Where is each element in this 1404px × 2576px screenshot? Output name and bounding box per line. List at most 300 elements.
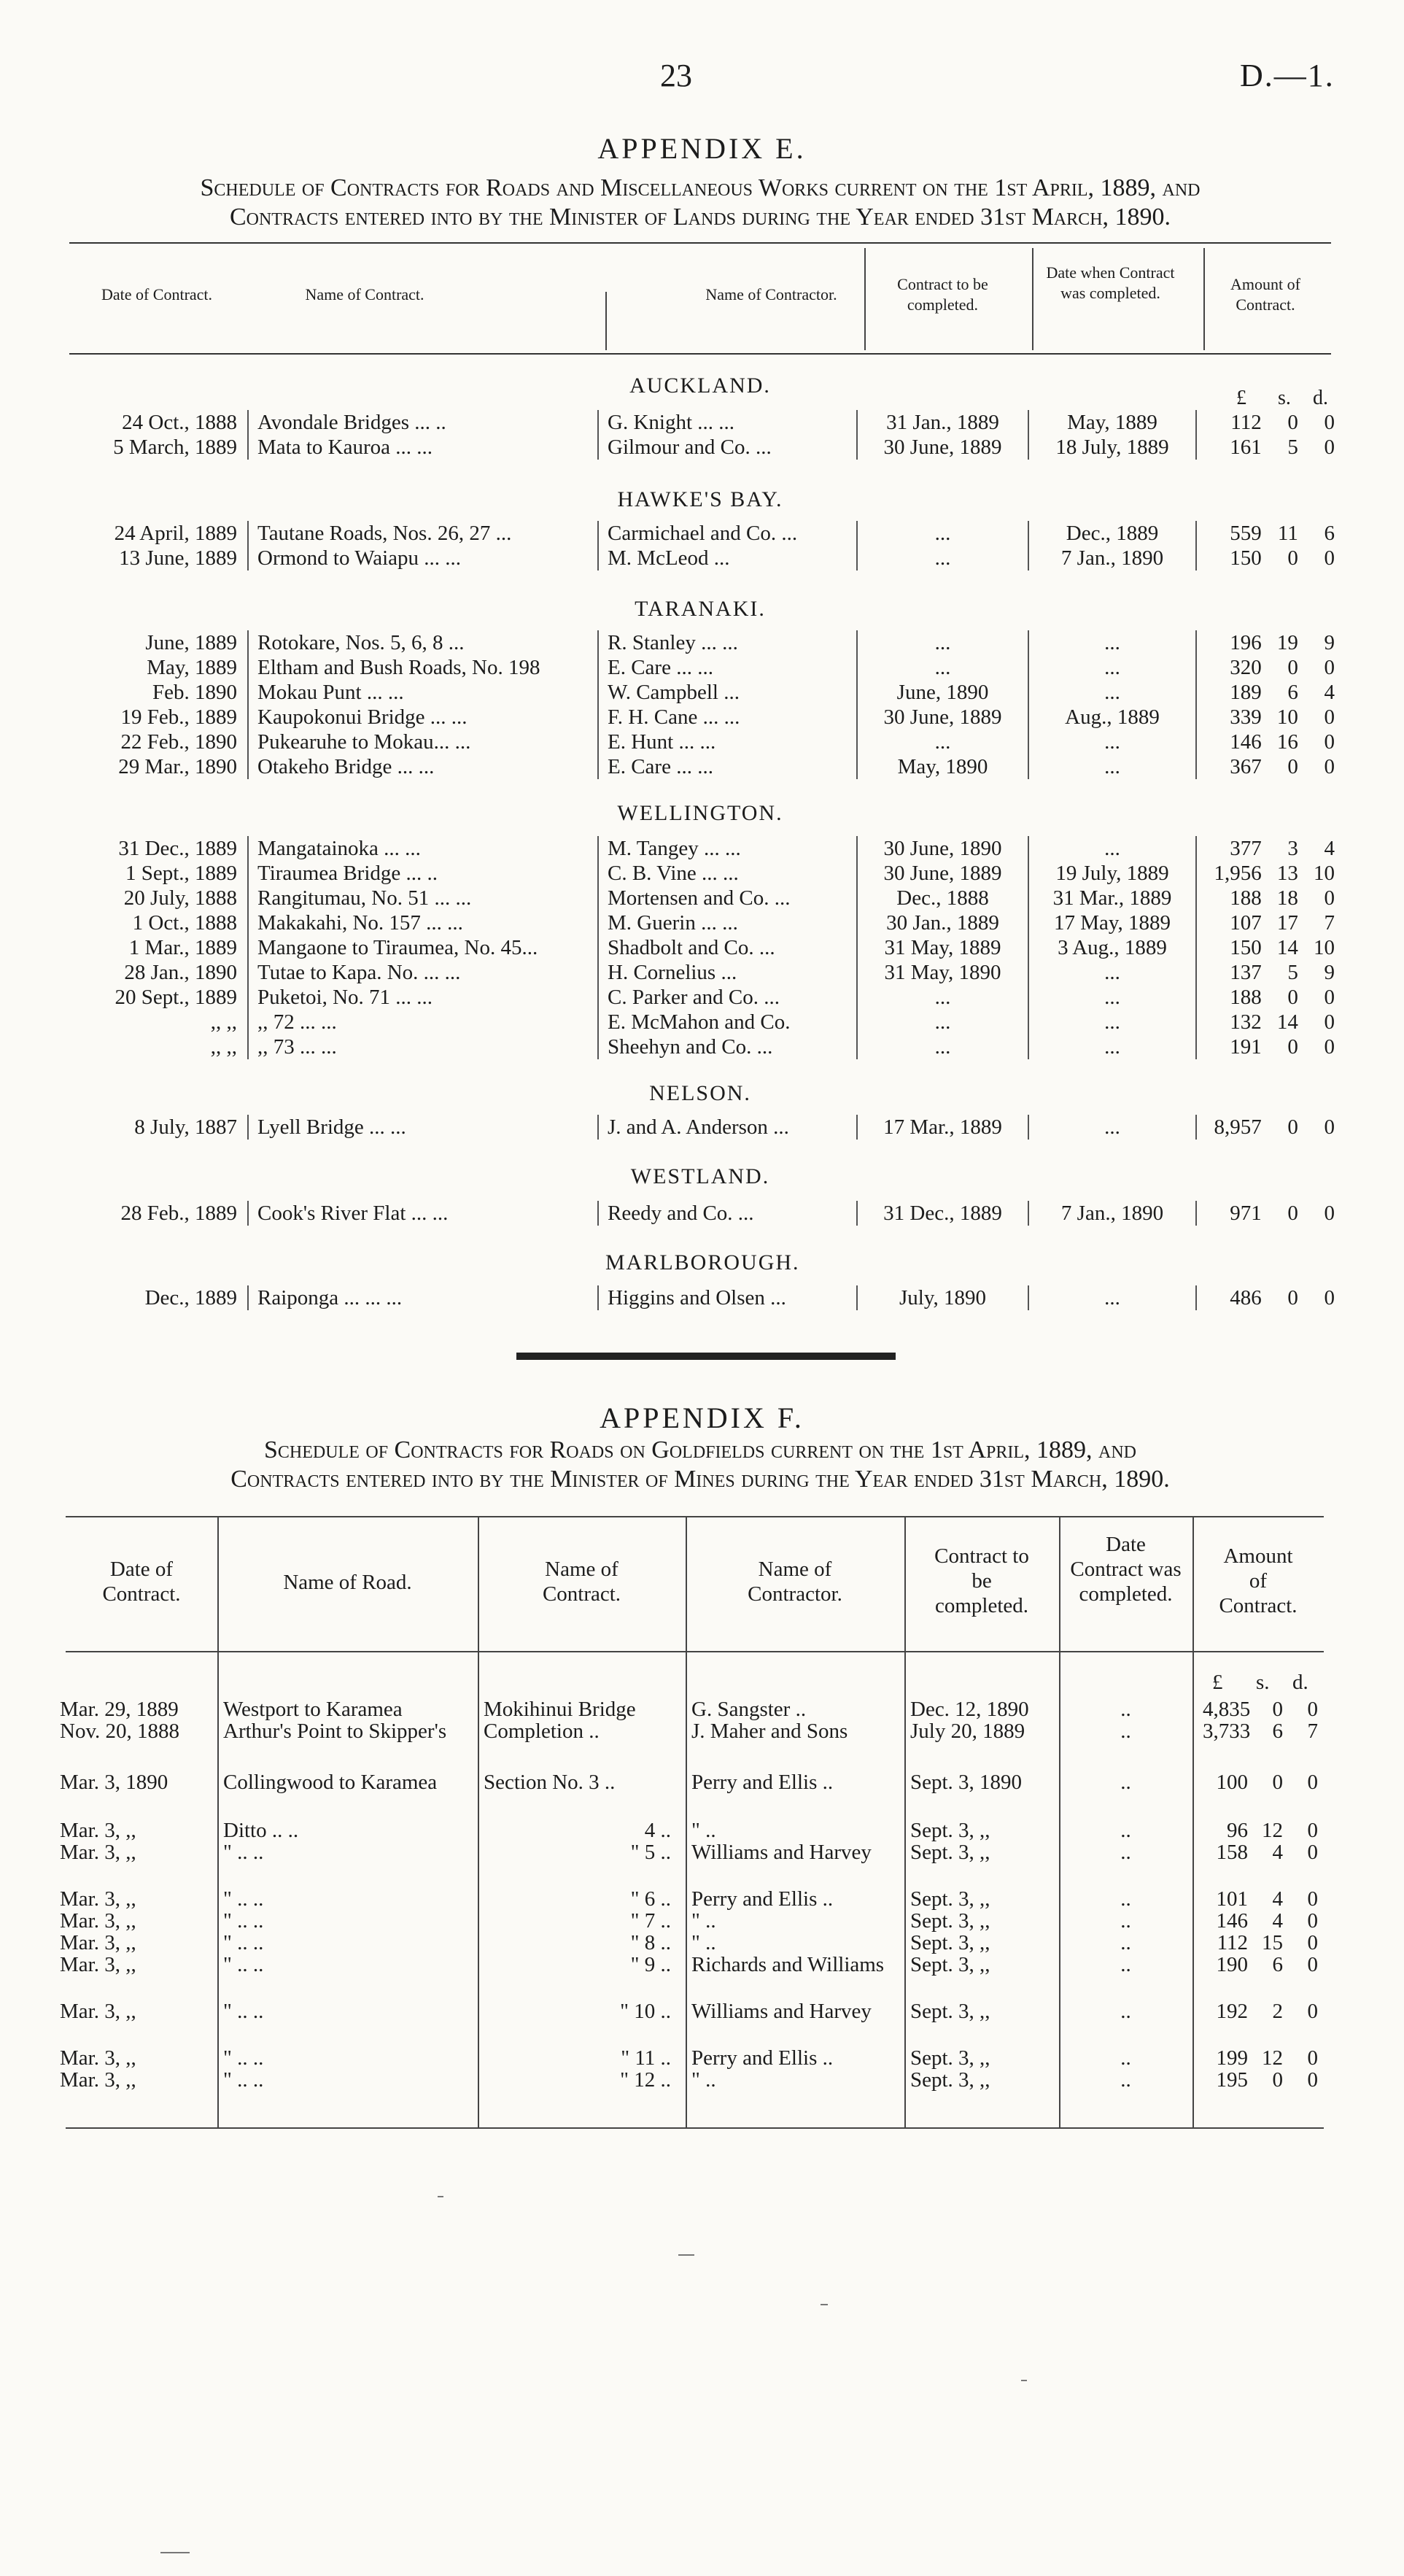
completion-date: .. — [1120, 1720, 1131, 1743]
table-row — [60, 1771, 1318, 1819]
amount-shillings: 0 — [1272, 1771, 1283, 1794]
amount-pence: 0 — [1324, 1010, 1335, 1034]
amount-pence: 0 — [1324, 546, 1335, 570]
completion-due: 30 June, 1889 — [857, 435, 1028, 460]
completion-due: ... — [857, 1034, 1028, 1059]
completion-due: 30 June, 1889 — [857, 705, 1028, 730]
amount-pence: 0 — [1324, 656, 1335, 679]
contract-amount — [1196, 960, 1335, 985]
completion-date: ... — [1028, 1285, 1196, 1310]
amount-shillings: 12 — [1262, 2047, 1283, 2069]
amount-pounds: 158 — [1216, 1841, 1248, 1864]
completion-date: ... — [1028, 630, 1196, 655]
completion-due: July 20, 1889 — [910, 1720, 1025, 1743]
contractor-name: " .. — [691, 1932, 716, 1954]
contractor-name: J. and A. Anderson ... — [598, 1115, 857, 1140]
completion-date: ... — [1028, 754, 1196, 779]
amount-shillings: 6 — [1272, 1720, 1283, 1743]
table-row — [60, 1720, 1318, 1771]
contractor-name: Perry and Ellis .. — [691, 1888, 834, 1910]
amount-pounds: 112 — [1217, 1932, 1248, 1954]
contract-date: 28 Jan., 1890 — [124, 961, 237, 984]
contract-name: Ormond to Waiapu ... ... — [248, 546, 598, 570]
contract-name: Rotokare, Nos. 5, 6, 8 ... — [248, 630, 598, 655]
contract-amount — [1192, 1954, 1318, 2000]
amount-pence: 0 — [1307, 1932, 1318, 1954]
appendix-e-schedule-line-1: Schedule of Contracts for Roads and Miscellaneous Works current on the 1st April, 1889, and — [200, 174, 1201, 201]
completion-date: ... — [1028, 960, 1196, 985]
table-row — [60, 1954, 1318, 2000]
completion-due: ... — [857, 630, 1028, 655]
contractor-name: Sheehyn and Co. ... — [598, 1034, 857, 1059]
region-heading-marlborough: MARLBOROUGH. — [605, 1250, 800, 1275]
contractor-name: J. Maher and Sons — [691, 1720, 848, 1743]
road-name: Ditto .. .. — [223, 1819, 299, 1841]
amount-shillings: 0 — [1287, 1286, 1298, 1310]
contract-date: Mar. 3, ,, — [60, 1841, 136, 1864]
contract-name: Pukearuhe to Mokau... ... — [248, 730, 598, 754]
contractor-name: Shadbolt and Co. ... — [598, 935, 857, 960]
region-heading-nelson: NELSON. — [649, 1081, 751, 1105]
completion-date: .. — [1120, 1888, 1131, 1910]
contract-name: Raiponga ... ... ... — [248, 1285, 598, 1310]
header-divider — [605, 292, 607, 350]
contractor-name: Williams and Harvey — [691, 2000, 872, 2023]
amount-pounds: 8,957 — [1214, 1115, 1262, 1139]
table-row — [58, 960, 1335, 985]
contract-date: 1 Mar., 1889 — [128, 936, 237, 959]
amount-pounds: 4,835 — [1203, 1698, 1251, 1720]
contract-name: Rangitumau, No. 51 ... ... — [248, 886, 598, 910]
amount-pence: 0 — [1324, 886, 1335, 910]
region-heading-hawkes-bay: HAWKE'S BAY. — [617, 487, 783, 511]
contract-name: ,, 72 ... ... — [248, 1010, 598, 1034]
contract-name: Tautane Roads, Nos. 26, 27 ... — [248, 521, 598, 546]
contractor-name: E. Care ... ... — [598, 754, 857, 779]
contract-name: Mata to Kauroa ... ... — [248, 435, 598, 460]
table-row — [58, 521, 1335, 546]
amount-shillings: 0 — [1287, 1115, 1298, 1139]
table-row — [58, 680, 1335, 705]
amount-pounds: 101 — [1216, 1888, 1248, 1910]
contract-name: " 10 .. — [620, 2000, 671, 2023]
contract-name: Section No. 3 .. — [484, 1771, 616, 1794]
amount-pounds: 188 — [1230, 986, 1262, 1009]
contract-amount — [1196, 836, 1335, 861]
completion-date: May, 1889 — [1028, 410, 1196, 435]
region-table-nelson — [58, 1115, 1335, 1140]
completion-due: Sept. 3, ,, — [910, 1932, 990, 1954]
amount-pence: 0 — [1324, 411, 1335, 434]
shillings-symbol: s. — [1256, 1671, 1270, 1694]
scan-speck — [1021, 2380, 1027, 2381]
table-row — [60, 1819, 1318, 1841]
amount-pounds: 100 — [1216, 1771, 1248, 1794]
amount-shillings: 18 — [1276, 886, 1298, 910]
contract-amount — [1196, 985, 1335, 1010]
amount-shillings: 14 — [1276, 936, 1298, 959]
completion-date: Aug., 1889 — [1028, 705, 1196, 730]
completion-date: 7 Jan., 1890 — [1028, 1201, 1196, 1226]
contract-date: 1 Sept., 1889 — [125, 862, 237, 885]
table-row — [60, 2047, 1318, 2069]
completion-due: ... — [857, 521, 1028, 546]
amount-pounds: 192 — [1216, 2000, 1248, 2023]
amount-pence: 9 — [1324, 631, 1335, 654]
amount-shillings: 10 — [1276, 705, 1298, 729]
completion-date: .. — [1120, 2069, 1131, 2091]
amount-pence: 0 — [1307, 1841, 1318, 1864]
amount-pence: 0 — [1324, 1115, 1335, 1139]
pence-symbol: d. — [1292, 1671, 1308, 1694]
region-table-hawkes-bay — [58, 521, 1335, 570]
contract-name: " 12 .. — [620, 2069, 671, 2091]
amount-pounds: 339 — [1230, 705, 1262, 729]
region-table-marlborough — [58, 1285, 1335, 1310]
appendix-f-schedule-line-2: Contracts entered into by the Minister of Mines during the Year ended 31st March, 1890. — [230, 1466, 1170, 1493]
table-bottom-rule — [66, 2127, 1324, 2129]
completion-due: Sept. 3, ,, — [910, 2069, 990, 2091]
header-amount-of-contract: Amount of Contract. — [1230, 275, 1300, 314]
appendix-e-top-rule — [69, 242, 1331, 244]
amount-pence: 0 — [1324, 1286, 1335, 1310]
contract-date: 5 March, 1889 — [113, 436, 237, 459]
table-row — [58, 655, 1335, 680]
amount-pounds: 486 — [1230, 1286, 1262, 1310]
completion-date: 17 May, 1889 — [1028, 910, 1196, 935]
contractor-name: M. McLeod ... — [598, 546, 857, 570]
header-name-of-contractor: Name of Contractor. — [748, 1558, 842, 1606]
contract-name: 4 .. — [644, 1819, 671, 1841]
road-name: " .. .. — [223, 1841, 264, 1864]
table-row — [58, 754, 1335, 779]
contract-amount — [1192, 2069, 1318, 2091]
road-name: Arthur's Point to Skipper's — [223, 1720, 447, 1743]
table-row — [58, 886, 1335, 910]
contract-date: Mar. 3, ,, — [60, 1932, 136, 1954]
contract-date: Mar. 3, ,, — [60, 2069, 136, 2091]
table-row — [58, 910, 1335, 935]
amount-pounds: 150 — [1230, 546, 1262, 570]
contract-amount — [1192, 1888, 1318, 1910]
amount-pence: 4 — [1324, 837, 1335, 860]
contract-amount — [1196, 705, 1335, 730]
amount-pounds: 112 — [1230, 411, 1262, 434]
contract-amount — [1192, 2000, 1318, 2047]
completion-date: .. — [1120, 1932, 1131, 1954]
contract-name: Tiraumea Bridge ... .. — [248, 861, 598, 886]
contract-amount — [1192, 2047, 1318, 2069]
table-row — [58, 435, 1335, 460]
amount-pence: 0 — [1307, 2000, 1318, 2023]
road-name: Westport to Karamea — [223, 1698, 403, 1720]
contractor-name: Richards and Williams — [691, 1954, 885, 1976]
amount-pence: 0 — [1307, 1698, 1318, 1720]
contract-date: 20 July, 1888 — [123, 886, 237, 910]
contract-date: 20 Sept., 1889 — [115, 986, 237, 1009]
completion-due: June, 1890 — [857, 680, 1028, 705]
header-date-of-contract: Date of Contract. — [101, 285, 213, 303]
contract-date: Mar. 3, ,, — [60, 2047, 136, 2069]
contract-amount — [1192, 1910, 1318, 1932]
contractor-name: W. Campbell ... — [598, 680, 857, 705]
road-name: " .. .. — [223, 2047, 264, 2069]
completion-date: .. — [1120, 2047, 1131, 2069]
amount-shillings: 0 — [1287, 411, 1298, 434]
header-date-of-contract: Date of Contract. — [102, 1558, 181, 1606]
amount-pounds: 107 — [1230, 911, 1262, 935]
completion-due: Sept. 3, 1890 — [910, 1771, 1023, 1794]
header-date-completed: Date Contract was completed. — [1070, 1533, 1182, 1606]
contractor-name: C. Parker and Co. ... — [598, 985, 857, 1010]
contract-date: 19 Feb., 1889 — [120, 705, 237, 729]
amount-shillings: 4 — [1272, 1841, 1283, 1864]
completion-due: Sept. 3, ,, — [910, 2000, 990, 2023]
table-row — [58, 1010, 1335, 1034]
document-reference: D.—1. — [1240, 58, 1335, 93]
completion-due: Sept. 3, ,, — [910, 1910, 990, 1932]
header-divider — [1032, 248, 1033, 350]
contract-date: 28 Feb., 1889 — [120, 1202, 237, 1225]
region-heading-westland: WESTLAND. — [630, 1164, 770, 1188]
amount-shillings: 0 — [1287, 755, 1298, 778]
amount-pence: 0 — [1307, 2047, 1318, 2069]
contract-date: 24 April, 1889 — [114, 522, 237, 545]
amount-pounds: 150 — [1230, 936, 1262, 959]
completion-due: 30 June, 1890 — [857, 836, 1028, 861]
contract-name: Avondale Bridges ... .. — [248, 410, 598, 435]
amount-shillings: 6 — [1272, 1954, 1283, 1976]
contract-date: Mar. 3, ,, — [60, 1819, 136, 1841]
amount-pence: 4 — [1324, 681, 1335, 704]
region-heading-taranaki: TARANAKI. — [635, 597, 766, 621]
amount-pounds: 3,733 — [1203, 1720, 1251, 1743]
completion-due: ... — [857, 730, 1028, 754]
contract-name: " 5 .. — [630, 1841, 671, 1864]
road-name: " .. .. — [223, 1888, 264, 1910]
contract-date: Mar. 3, 1890 — [60, 1771, 168, 1794]
contract-date: 13 June, 1889 — [119, 546, 237, 570]
amount-shillings: 15 — [1262, 1932, 1283, 1954]
completion-date: .. — [1120, 1910, 1131, 1932]
table-row — [58, 1285, 1335, 1310]
contractor-name: Reedy and Co. ... — [598, 1201, 857, 1226]
amount-shillings: 19 — [1276, 631, 1298, 654]
contractor-name: G. Knight ... ... — [598, 410, 857, 435]
amount-pence: 0 — [1307, 1910, 1318, 1932]
amount-pence: 10 — [1314, 862, 1335, 885]
completion-date: ... — [1028, 1115, 1196, 1140]
amount-pounds: 96 — [1227, 1819, 1248, 1841]
header-name-of-contract: Name of Contract. — [305, 285, 424, 303]
contract-name: Kaupokonui Bridge ... ... — [248, 705, 598, 730]
table-row — [58, 985, 1335, 1010]
completion-due: Sept. 3, ,, — [910, 2047, 990, 2069]
contractor-name: Gilmour and Co. ... — [598, 435, 857, 460]
contractor-name: " .. — [691, 1910, 716, 1932]
amount-shillings: 0 — [1287, 1202, 1298, 1225]
table-top-rule — [66, 1516, 1324, 1517]
header-date-when-completed: Date when Contract was completed. — [1046, 263, 1175, 302]
contractor-name: M. Guerin ... ... — [598, 910, 857, 935]
amount-pounds: 377 — [1230, 837, 1262, 860]
appendix-f-schedule-line-1: Schedule of Contracts for Roads on Goldfields current on the 1st April, 1889, and — [263, 1436, 1137, 1463]
amount-pence: 0 — [1324, 730, 1335, 754]
completion-date: 7 Jan., 1890 — [1028, 546, 1196, 570]
appendix-f-title: APPENDIX F. — [600, 1401, 804, 1434]
header-name-of-road: Name of Road. — [283, 1571, 412, 1594]
amount-shillings: 5 — [1287, 961, 1298, 984]
contract-amount — [1196, 1201, 1335, 1226]
amount-pounds: 146 — [1230, 730, 1262, 754]
amount-pounds: 971 — [1230, 1202, 1262, 1225]
amount-pence: 0 — [1324, 986, 1335, 1009]
amount-shillings: 0 — [1287, 546, 1298, 570]
header-name-of-contractor: Name of Contractor. — [705, 285, 837, 303]
completion-date: 18 July, 1889 — [1028, 435, 1196, 460]
contract-amount — [1196, 521, 1335, 546]
contract-date: Mar. 29, 1889 — [60, 1698, 179, 1720]
amount-pounds: 146 — [1216, 1910, 1248, 1932]
road-name: " .. .. — [223, 1910, 264, 1932]
contract-name: Eltham and Bush Roads, No. 198 — [248, 655, 598, 680]
amount-pounds: 188 — [1230, 886, 1262, 910]
header-contract-to-be-completed: Contract to be completed. — [897, 275, 988, 314]
amount-shillings: 4 — [1272, 1910, 1283, 1932]
road-name: " .. .. — [223, 1932, 264, 1954]
scan-speck — [160, 2552, 190, 2553]
amount-shillings: 0 — [1287, 1035, 1298, 1059]
contract-name: " 11 .. — [621, 2047, 671, 2069]
completion-due: 30 Jan., 1889 — [857, 910, 1028, 935]
region-heading-wellington: WELLINGTON. — [617, 801, 783, 825]
amount-pounds: 559 — [1230, 522, 1262, 545]
completion-date: Dec., 1889 — [1028, 521, 1196, 546]
contractor-name: R. Stanley ... ... — [598, 630, 857, 655]
contractor-name: Carmichael and Co. ... — [598, 521, 857, 546]
amount-shillings: 0 — [1272, 2069, 1283, 2091]
contract-amount — [1196, 730, 1335, 754]
contractor-name: Mortensen and Co. ... — [598, 886, 857, 910]
amount-shillings: 16 — [1276, 730, 1298, 754]
contract-amount — [1192, 1771, 1318, 1819]
amount-pounds: 195 — [1216, 2069, 1248, 2091]
completion-date: .. — [1120, 1819, 1131, 1841]
completion-date: 31 Mar., 1889 — [1028, 886, 1196, 910]
table-row — [60, 2069, 1318, 2091]
completion-due: ... — [857, 1010, 1028, 1034]
contract-date: 8 July, 1887 — [134, 1115, 237, 1139]
contract-date: Nov. 20, 1888 — [60, 1720, 180, 1743]
completion-date: .. — [1120, 1771, 1131, 1794]
pounds-symbol: £ — [1236, 387, 1246, 409]
completion-date: .. — [1120, 2000, 1131, 2023]
contract-name: Lyell Bridge ... ... — [248, 1115, 598, 1140]
contract-amount — [1196, 1285, 1335, 1310]
region-table-westland — [58, 1201, 1335, 1226]
contract-name: " 9 .. — [630, 1954, 671, 1976]
table-row — [60, 1698, 1318, 1720]
amount-pence: 7 — [1324, 911, 1335, 935]
completion-due: 31 May, 1889 — [857, 935, 1028, 960]
completion-due: Sept. 3, ,, — [910, 1888, 990, 1910]
amount-shillings: 2 — [1272, 2000, 1283, 2023]
region-heading-auckland: AUCKLAND. — [629, 374, 771, 398]
completion-due: 17 Mar., 1889 — [857, 1115, 1028, 1140]
completion-due: 31 Dec., 1889 — [857, 1201, 1028, 1226]
contract-name: Tutae to Kapa. No. ... ... — [248, 960, 598, 985]
contract-date: Mar. 3, ,, — [60, 1888, 136, 1910]
contract-amount — [1196, 861, 1335, 886]
contract-date: Mar. 3, ,, — [60, 1910, 136, 1932]
amount-pounds: 137 — [1230, 961, 1262, 984]
amount-shillings: 11 — [1277, 522, 1298, 545]
completion-due: Dec. 12, 1890 — [910, 1698, 1029, 1720]
completion-due: Sept. 3, ,, — [910, 1819, 990, 1841]
contractor-name: G. Sangster .. — [691, 1698, 807, 1720]
completion-due: 31 May, 1890 — [857, 960, 1028, 985]
amount-shillings: 12 — [1262, 1819, 1283, 1841]
completion-due: ... — [857, 546, 1028, 570]
contract-name: Mokau Punt ... ... — [248, 680, 598, 705]
contract-amount — [1196, 435, 1335, 460]
contract-amount — [1196, 910, 1335, 935]
contractor-name: Williams and Harvey — [691, 1841, 872, 1864]
table-row — [58, 410, 1335, 435]
amount-pence: 0 — [1324, 705, 1335, 729]
amount-pence: 7 — [1307, 1720, 1318, 1743]
contractor-name: E. McMahon and Co. — [598, 1010, 857, 1034]
header-contract-to-be-completed: Contract to be completed. — [934, 1544, 1029, 1617]
amount-pounds: 161 — [1230, 436, 1262, 459]
contract-name: Mangaone to Tiraumea, No. 45... — [248, 935, 598, 960]
amount-pence: 6 — [1324, 522, 1335, 545]
contract-amount — [1196, 655, 1335, 680]
contract-date: Feb. 1890 — [152, 681, 237, 704]
contract-name: " 6 .. — [630, 1888, 671, 1910]
completion-date: ... — [1028, 1034, 1196, 1059]
appendix-e-column-headers — [69, 248, 1331, 350]
completion-due: ... — [857, 985, 1028, 1010]
contractor-name: H. Cornelius ... — [598, 960, 857, 985]
appendix-e-header-rule — [69, 353, 1331, 355]
contractor-name: Higgins and Olsen ... — [598, 1285, 857, 1310]
contract-date: ,, ,, — [210, 1010, 237, 1034]
contract-amount — [1192, 1698, 1318, 1720]
amount-pence: 0 — [1324, 1202, 1335, 1225]
contract-date: June, 1889 — [145, 631, 237, 654]
completion-due: ... — [857, 655, 1028, 680]
amount-pounds: 320 — [1230, 656, 1262, 679]
contract-amount — [1196, 630, 1335, 655]
contract-amount — [1196, 410, 1335, 435]
contract-date: 1 Oct., 1888 — [132, 911, 237, 935]
amount-shillings: 17 — [1276, 911, 1298, 935]
amount-pounds: 367 — [1230, 755, 1262, 778]
contract-date: 29 Mar., 1890 — [118, 755, 237, 778]
completion-date: 3 Aug., 1889 — [1028, 935, 1196, 960]
completion-date: .. — [1120, 1841, 1131, 1864]
road-name: " .. .. — [223, 1954, 264, 1976]
contractor-name: " .. — [691, 2069, 716, 2091]
contract-date: ,, ,, — [210, 1035, 237, 1059]
completion-due: Sept. 3, ,, — [910, 1841, 990, 1864]
section-separator — [516, 1353, 896, 1360]
contract-amount — [1196, 1115, 1335, 1140]
scan-speck — [821, 2304, 828, 2305]
contract-date: Mar. 3, ,, — [60, 2000, 136, 2023]
amount-pence: 0 — [1324, 755, 1335, 778]
